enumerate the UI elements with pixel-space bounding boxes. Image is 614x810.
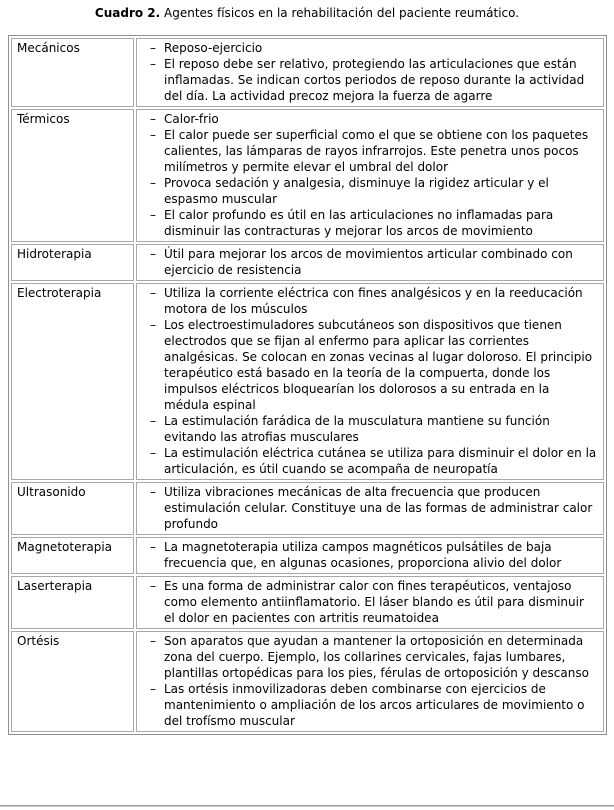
description-cell — [136, 537, 604, 574]
description-cell — [136, 244, 604, 281]
agent-cell — [11, 537, 134, 574]
bullet-text: La estimulación farádica de la musculatura mantiene su función evitando las atrofias musculares — [164, 414, 554, 444]
agent-cell — [11, 576, 134, 629]
agent-label: Electroterapia — [17, 286, 102, 300]
bullet-dash: – — [150, 446, 156, 460]
table-row — [11, 482, 604, 535]
agent-cell — [11, 109, 134, 242]
bullet-item — [143, 413, 597, 445]
bullet-text: La estimulación eléctrica cutánea se utiliza para disminuir el dolor en la articulación, es útil cuando se acompaña de neuropatía — [164, 446, 601, 476]
agent-label: Laserterapia — [17, 579, 93, 593]
bullet-dash: – — [150, 208, 156, 222]
agent-label: Ultrasonido — [17, 485, 86, 499]
bullet-item — [143, 317, 597, 413]
bullet-item — [143, 633, 597, 681]
bullet-text: El calor profundo es útil en las articulaciones no inflamadas para disminuir las contracturas y mejorar los arcos de movimiento — [164, 208, 558, 238]
table-row — [11, 537, 604, 574]
bullet-item — [143, 539, 597, 571]
bullet-text: Reposo-ejercicio — [164, 41, 263, 55]
table-row — [11, 283, 604, 480]
bullet-text: Calor-frio — [164, 112, 219, 126]
bullet-dash: – — [150, 57, 156, 71]
agent-label: Mecánicos — [17, 41, 80, 55]
agent-cell — [11, 244, 134, 281]
table-body — [11, 38, 604, 732]
description-cell — [136, 283, 604, 480]
bullet-dash: – — [150, 682, 156, 696]
bullet-item — [143, 111, 597, 127]
bullet-text: Son aparatos que ayudan a mantener la ortoposición en determinada zona del cuerpo. Ejemplo, los collarines cervicales, fajas lumbares, plantillas ortopédicas para los pies, férulas de ortoposición y descanso — [164, 634, 589, 680]
bullet-text: Provoca sedación y analgesia, disminuye la rigidez articular y el espasmo muscular — [164, 176, 553, 206]
table-row — [11, 38, 604, 107]
bullet-dash: – — [150, 318, 156, 332]
bullet-dash: – — [150, 485, 156, 499]
agent-label: Ortésis — [17, 634, 60, 648]
bullet-dash: – — [150, 286, 156, 300]
bullet-text: Utiliza vibraciones mecánicas de alta frecuencia que producen estimulación celular. Constituye una de las formas de administrar calor profundo — [164, 485, 597, 531]
bullet-item — [143, 484, 597, 532]
page-divider-rule — [0, 805, 614, 807]
bullet-item — [143, 175, 597, 207]
bullet-text: El calor puede ser superficial como el que se obtiene con los paquetes calientes, las lámparas de rayos infrarrojos. Este penetra unos pocos milímetros y permite elevar el umbral del dolor — [164, 128, 592, 174]
bullet-text: Útil para mejorar los arcos de movimientos articular combinado con ejercicio de resistencia — [164, 247, 577, 277]
agent-label: Térmicos — [17, 112, 70, 126]
agent-cell — [11, 482, 134, 535]
table-row — [11, 244, 604, 281]
bullet-dash: – — [150, 41, 156, 55]
bullet-item — [143, 127, 597, 175]
bullet-dash: – — [150, 128, 156, 142]
physical-agents-table — [8, 35, 607, 735]
description-cell — [136, 38, 604, 107]
bullet-dash: – — [150, 176, 156, 190]
agent-label: Hidroterapia — [17, 247, 92, 261]
agent-cell — [11, 631, 134, 732]
bullet-dash: – — [150, 634, 156, 648]
bullet-item — [143, 40, 597, 56]
bullet-dash: – — [150, 540, 156, 554]
bullet-item — [143, 246, 597, 278]
table-row — [11, 109, 604, 242]
bullet-item — [143, 56, 597, 104]
bullet-item — [143, 207, 597, 239]
bullet-item — [143, 681, 597, 729]
agent-cell — [11, 38, 134, 107]
bullet-item — [143, 578, 597, 626]
bullet-dash: – — [150, 579, 156, 593]
bullet-dash: – — [150, 414, 156, 428]
table-caption-label: Cuadro 2. — [94, 6, 161, 20]
bullet-item — [143, 445, 601, 477]
bullet-text: Los electroestimuladores subcutáneos son dispositivos que tienen electrodos que se fijan al enfermo para aplicar las corrientes analgésicas. Se colocan en zonas vecinas al lugar doloroso. El principio terapéutico está basado en la teoría de la compuerta, donde los impulsos eléctricos bloquearían los dolorosos a su entrada en la médula espinal — [164, 318, 596, 412]
description-cell — [136, 109, 604, 242]
description-cell — [136, 631, 604, 732]
bullet-dash: – — [150, 247, 156, 261]
bullet-text: Es una forma de administrar calor con fines terapéuticos, ventajoso como elemento antiinflamatorio. El láser blando es útil para disminuir el dolor en pacientes con artritis reumatoidea — [164, 579, 588, 625]
bullet-text: Las ortésis inmovilizadoras deben combinarse con ejercicios de mantenimiento o ampliación de los arcos articulares de movimiento o del trofísmo muscular — [164, 682, 589, 728]
table-row — [11, 576, 604, 629]
table-caption — [0, 0, 614, 21]
table-caption-text: Agentes físicos en la rehabilitación del paciente reumático. — [160, 6, 520, 20]
bullet-item — [143, 285, 597, 317]
bullet-text: Utiliza la corriente eléctrica con fines analgésicos y en la reeducación motora de los músculos — [164, 286, 587, 316]
bullet-text: La magnetoterapia utiliza campos magnéticos pulsátiles de baja frecuencia que, en algunas ocasiones, proporciona alivio del dolor — [164, 540, 562, 570]
agent-label: Magnetoterapia — [17, 540, 113, 554]
agent-cell — [11, 283, 134, 480]
bullet-text: El reposo debe ser relativo, protegiendo las articulaciones que están inflamadas. Se indican cortos periodos de reposo durante la actividad del día. La actividad precoz mejora la fuerza de agarre — [164, 57, 589, 103]
description-cell — [136, 576, 604, 629]
table-row — [11, 631, 604, 732]
description-cell — [136, 482, 604, 535]
bullet-dash: – — [150, 112, 156, 126]
